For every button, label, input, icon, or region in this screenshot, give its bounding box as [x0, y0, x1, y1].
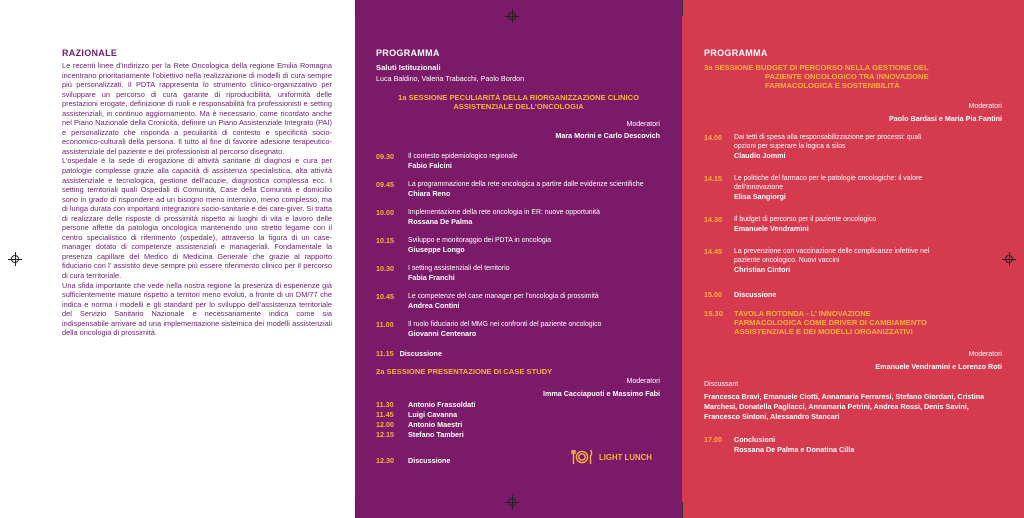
light-lunch	[571, 449, 652, 465]
agenda-time: 11.45	[376, 410, 394, 419]
round-table-title-line: TAVOLA ROTONDA - L’ INNOVAZIONE	[734, 309, 871, 318]
fold-mark	[682, 502, 683, 518]
session-1-title: 1a SESSIONE PECULIARITÀ DELLA RIORGANIZZAZIONE CLINICO ASSISTENZIALE DELL’ONCOLOGIA	[397, 93, 640, 112]
welcome-title: Saluti Istituzionali	[376, 63, 441, 72]
agenda-title: Implementazione della rete oncologia in ER: nuove opportunità	[408, 209, 600, 216]
rationale-paragraph: Le recenti linee d’indirizzo per la Rete Oncologica della regione Emilia Romagna incentrano prioritariamente l’obiettivo nella realizzazione di modelli di cura sempre più personalizzati. Il PDTA rappresenta lo strumento clinico-organizzativo per sviluppare un percorso di cura garante di riproducibilità, uniformità delle prestazioni erogate, definizione di ruoli e responsabilità fra professionisti e setting assistenziali, in continuo aggiornamento. Ma è necessario, come ricordato anche nel Piano Nazionale della Cronicità, definire un Piano Assistenziale Integrato (PAI) e personalizzato che risponda a peculiarità di contesto e specificità socio-economico-culturali della persona. Il tutto al fine di favorire adesione terapeutico-assistenziale del paziente e dei professionisti al percorso disegnato.	[62, 61, 332, 156]
agenda-speaker: Antonio Maestri	[408, 420, 463, 429]
case-study-item	[376, 420, 462, 429]
agenda-speaker: Fabio Falcini	[408, 161, 452, 170]
agenda-speaker: Emanuele Vendramini	[734, 224, 809, 233]
moderators-label: Moderatori	[626, 378, 660, 385]
registration-mark	[508, 498, 516, 506]
agenda-speaker: Giuseppe Longo	[408, 245, 465, 254]
agenda-time: 17.00	[704, 435, 722, 444]
light-lunch-label: LIGHT LUNCH	[599, 452, 652, 462]
rationale-paragraph: Una sfida importante che vede nella nostra regione la presenza di esperienze già sufficientemente mature rispetto a territori meno evoluti, a fronte di un DM/77 che indica e norma i modelli e gli standard per lo sviluppo dell’assistenza territoriale del Servizio Sanitario Nazionale e necessariamente indica come sia indispensabile arrivare ad una implementazione sistemica dei modelli assistenziali della oncologia di prossimità.	[62, 280, 332, 338]
welcome-names: Luca Baldino, Valeria Trabacchi, Paolo Bordon	[376, 74, 525, 83]
rationale-panel	[0, 0, 355, 518]
agenda-time: 11.30	[376, 400, 394, 409]
agenda-title: La prevenzione con vaccinazione delle complicanze infettive nel	[734, 248, 930, 255]
agenda-time: 14.15	[704, 174, 722, 183]
agenda-title-cont: dell’innovazione	[734, 184, 784, 191]
conclusion	[704, 435, 1004, 455]
session-3-title	[704, 63, 994, 91]
fold-mark	[355, 502, 356, 518]
agenda-speaker: Christian Cintori	[734, 265, 791, 274]
conclusion-speakers: Rossana De Palma e Donatina Cilla	[734, 445, 855, 454]
agenda-time: 14.30	[704, 215, 722, 224]
round-table-title	[704, 309, 994, 337]
round-table-title-line: ASSISTENZIALE E DEI MODELLI ORGANIZZATIVI	[734, 327, 913, 337]
discussants-label: Discussant	[704, 381, 739, 388]
agenda-title: La programmazione della rete oncologica a partire dalle evidenze scientifiche	[408, 181, 644, 188]
agenda-speaker: Stefano Tamberi	[408, 430, 464, 439]
agenda-time: 12.15	[376, 430, 394, 439]
moderators-names: Mara Morini e Carlo Descovich	[555, 131, 660, 140]
agenda-time: 11.15	[376, 349, 394, 358]
program-panel-morning	[355, 0, 682, 518]
agenda-time: 12.30	[376, 456, 394, 465]
moderators-names: Imma Cacciapuoti e Massimo Fabi	[542, 389, 660, 398]
agenda-time: 15.30	[704, 309, 724, 318]
rationale-body	[62, 61, 332, 338]
agenda-time: 14.45	[704, 247, 722, 256]
session-3-discussion	[704, 290, 776, 299]
session-1-discussion	[376, 349, 442, 358]
agenda-speaker: Claudio Jommi	[734, 151, 786, 160]
case-study-item	[376, 430, 464, 439]
agenda-time: 09.45	[376, 180, 394, 189]
agenda-title: Sviluppo e monitoraggio dei PDTA in oncologia	[408, 237, 552, 244]
conclusion-label: Conclusioni	[734, 435, 776, 444]
agenda-title: I setting assistenziali del territorio	[408, 265, 510, 272]
agenda-speaker: Elisa Sangiorgi	[734, 192, 786, 201]
agenda-time: 12.00	[376, 420, 394, 429]
agenda-time: 10.00	[376, 208, 394, 217]
agenda-time: 09.30	[376, 152, 394, 161]
agenda-title: Le politiche del farmaco per le patologie oncologiche: il valore	[734, 175, 923, 182]
agenda-time: 10.15	[376, 236, 394, 245]
agenda-title-cont: paziente oncologico. Nuovi vaccini	[734, 257, 840, 264]
session-3-title-line: 3a SESSIONE BUDGET DI PERCORSO NELLA GESTIONE DEL	[704, 63, 929, 72]
agenda-speaker: Chiara Reno	[408, 189, 451, 198]
program-panel-afternoon	[682, 0, 1024, 518]
agenda-speaker: Antonio Frassoldati	[408, 400, 476, 409]
session-2-title: 2a SESSIONE PRESENTAZIONE DI CASE STUDY	[376, 367, 553, 376]
discussion-label: Discussione	[408, 456, 451, 465]
agenda-speaker: Giovanni Centenaro	[408, 329, 477, 338]
discussants-names: Francesca Bravi, Emanuele Ciotti, Annamaria Ferraresi, Stefano Giordani, Cristina Marchesi, Donatella Pagliacci, Annamaria Petrini, Andrea Rossi, Denis Savini, Francesco Sintoni, Alessandro Stancari	[704, 392, 985, 421]
agenda-time: 14.00	[704, 133, 722, 142]
session-3-title-line: FARMACOLOGICA E SOSTENIBILITÀ	[765, 81, 900, 91]
round-table-title-line: FARMACOLOGICA COME DRIVER DI CAMBIAMENTO	[734, 318, 927, 328]
agenda-speaker: Luigi Cavanna	[408, 410, 458, 419]
moderators-label: Moderatori	[968, 351, 1002, 358]
moderators-label: Moderatori	[626, 121, 660, 128]
agenda-title: Il contesto epidemiologico regionale	[408, 153, 518, 160]
agenda-speaker: Andrea Contini	[408, 301, 460, 310]
agenda-time: 10.45	[376, 292, 394, 301]
discussion-label: Discussione	[399, 349, 442, 358]
case-study-item	[376, 400, 476, 409]
moderators-label: Moderatori	[968, 103, 1002, 110]
agenda-title: Il ruolo fiduciario del MMG nei confronti del paziente oncologico	[408, 321, 602, 328]
discussion-label: Discussione	[734, 290, 777, 299]
fold-mark	[355, 0, 356, 16]
moderators-names: Paolo Bardasi e Maria Pia Fantini	[888, 114, 1002, 123]
session-3-title-line: PAZIENTE ONCOLOGICO TRA INNOVAZIONE	[765, 72, 929, 82]
session-2-discussion	[376, 456, 450, 465]
program-heading: PROGRAMMA	[376, 48, 440, 58]
agenda-speaker: Rossana De Palma	[408, 217, 473, 226]
program-heading: PROGRAMMA	[704, 48, 768, 58]
moderators-names: Emanuele Vendramini e Lorenzo Roti	[875, 362, 1002, 371]
agenda-time: 10.30	[376, 264, 394, 273]
registration-mark	[508, 12, 516, 20]
agenda-title: Le competenze del case manager per l’oncologia di prossimità	[408, 293, 599, 300]
agenda-speaker: Fabia Franchi	[408, 273, 455, 282]
cutlery-plate-icon	[571, 449, 593, 465]
agenda-title-cont: opzioni per superare la logica a silos	[734, 143, 846, 150]
agenda-title: Il budget di percorso per il paziente oncologico	[734, 216, 877, 223]
agenda-time: 15.00	[704, 290, 722, 299]
agenda-time: 11.00	[376, 320, 394, 329]
registration-mark	[11, 255, 19, 263]
registration-mark	[1005, 255, 1013, 263]
agenda-title: Dai tetti di spesa alla responsabilizzazione per processi: quali	[734, 134, 922, 141]
rationale-paragraph: L’ospedale è la sede di erogazione di attività sanitarie di diagnosi e cura per patologie complesse grazie alla capacità di assistenza specialistica, alta attività assistenziale e tecnologica, gestione dell’acuzie, diagnostica complessa ecc. I setting territoriali quali Ospedali di Comunità, Case della Comunità e domicilio sono in grado di rispondere ad un bisogno meno intensivo, meno complesso, ma di lunga durata con importanti integrazioni socio-sanitarie e dei care-giver. Si tratta di realizzare delle risposte di prossimità rispetto ai luoghi di vita e lavoro delle persone affette da patologia oncologica mantenendo uno stretto legame con il centro specialistico di riferimento (ospedale), attraverso la figura di un case-manager dotato di competenze assistenziali e manageriali. Fondamentale la presenza capillare del Medico di Medicina Generale che grazie al rapporto fiduciario con l’ assistito deve sempre più essere riferimento clinico per il percorso di cura territoriale.	[62, 156, 332, 281]
case-study-item	[376, 410, 457, 419]
rationale-heading: RAZIONALE	[62, 48, 118, 58]
fold-mark	[682, 0, 683, 16]
